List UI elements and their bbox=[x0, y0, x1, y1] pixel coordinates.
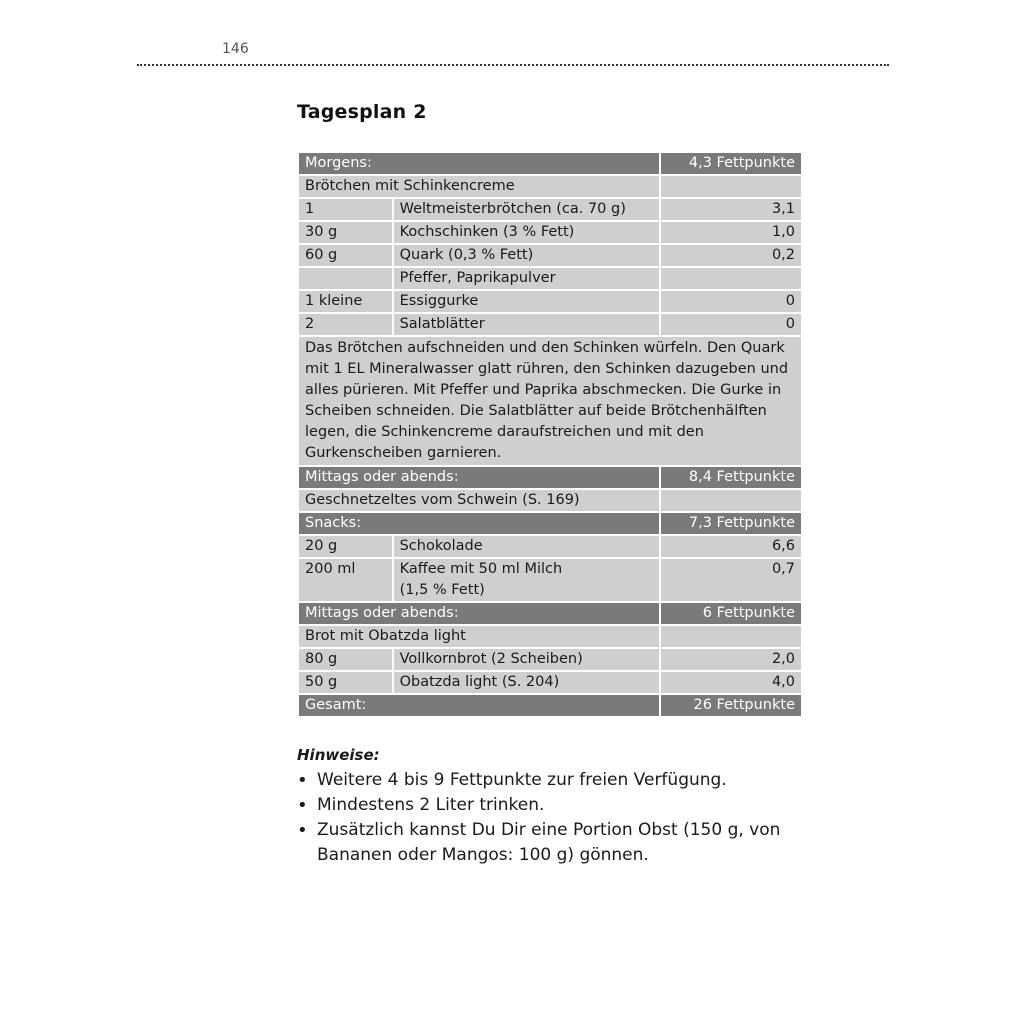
table-row bbox=[299, 649, 801, 670]
section-points: 6 Fettpunkte bbox=[661, 603, 801, 624]
empty-cell bbox=[661, 176, 801, 197]
section-label: Snacks: bbox=[299, 513, 659, 534]
ingredient-cell: Pfeffer, Paprikapulver bbox=[394, 268, 659, 289]
section-header-morgens bbox=[299, 153, 801, 174]
qty-cell: 1 bbox=[299, 199, 392, 220]
qty-cell: 60 g bbox=[299, 245, 392, 266]
points-cell: 1,0 bbox=[661, 222, 801, 243]
notes-list bbox=[297, 768, 817, 868]
ingredient-cell bbox=[394, 559, 659, 601]
list-item: • Weitere 4 bis 9 Fettpunkte zur freien Verfügung. bbox=[297, 768, 817, 793]
ingredient-cell: Weltmeisterbrötchen (ca. 70 g) bbox=[394, 199, 659, 220]
qty-cell: 200 ml bbox=[299, 559, 392, 601]
notes-section bbox=[297, 746, 817, 868]
ingredient-cell: Vollkornbrot (2 Scheiben) bbox=[394, 649, 659, 670]
total-row bbox=[299, 695, 801, 716]
meal-plan-table bbox=[297, 151, 803, 718]
ingredient-line-2: (1,5 % Fett) bbox=[399, 582, 485, 598]
points-cell bbox=[661, 268, 801, 289]
list-item: • Zusätzlich kannst Du Dir eine Portion Obst (150 g, von Bananen oder Mangos: 100 g) gönnen. bbox=[297, 818, 817, 868]
dish-row bbox=[299, 490, 801, 511]
preparation-instructions: Das Brötchen aufschneiden und den Schinken würfeln. Den Quark mit 1 EL Mineralwasser glatt rühren, den Schinken dazugeben und alles pürieren. Mit Pfeffer und Paprika abschmecken. Die Gurke in Scheiben schneiden. Die Salatblätter auf beide Brötchenhälften legen, die Schinkencreme daraufstreichen und mit den Gurkenscheiben garnieren. bbox=[299, 337, 801, 465]
total-points: 26 Fettpunkte bbox=[661, 695, 801, 716]
ingredient-cell: Salatblätter bbox=[394, 314, 659, 335]
total-label: Gesamt: bbox=[299, 695, 659, 716]
table-row bbox=[299, 314, 801, 335]
ingredient-cell: Essiggurke bbox=[394, 291, 659, 312]
list-item: • Mindestens 2 Liter trinken. bbox=[297, 793, 817, 818]
table-row bbox=[299, 222, 801, 243]
section-header-mittags-1 bbox=[299, 467, 801, 488]
section-header-mittags-2 bbox=[299, 603, 801, 624]
table-row bbox=[299, 245, 801, 266]
section-label: Mittags oder abends: bbox=[299, 603, 659, 624]
qty-cell: 80 g bbox=[299, 649, 392, 670]
points-cell: 3,1 bbox=[661, 199, 801, 220]
table-row bbox=[299, 672, 801, 693]
qty-cell: 2 bbox=[299, 314, 392, 335]
ingredient-cell: Kochschinken (3 % Fett) bbox=[394, 222, 659, 243]
qty-cell: 20 g bbox=[299, 536, 392, 557]
qty-cell: 30 g bbox=[299, 222, 392, 243]
section-points: 7,3 Fettpunkte bbox=[661, 513, 801, 534]
section-label: Morgens: bbox=[299, 153, 659, 174]
qty-cell bbox=[299, 268, 392, 289]
empty-cell bbox=[661, 490, 801, 511]
table-row bbox=[299, 199, 801, 220]
instructions-row bbox=[299, 337, 801, 465]
dish-row bbox=[299, 626, 801, 647]
ingredient-cell: Obatzda light (S. 204) bbox=[394, 672, 659, 693]
table-row bbox=[299, 268, 801, 289]
qty-cell: 1 kleine bbox=[299, 291, 392, 312]
section-points: 8,4 Fettpunkte bbox=[661, 467, 801, 488]
page-number: 146 bbox=[222, 41, 249, 57]
section-label: Mittags oder abends: bbox=[299, 467, 659, 488]
points-cell: 0 bbox=[661, 291, 801, 312]
header-rule bbox=[137, 64, 889, 66]
ingredient-cell: Quark (0,3 % Fett) bbox=[394, 245, 659, 266]
page-title: Tagesplan 2 bbox=[297, 101, 427, 123]
points-cell: 0 bbox=[661, 314, 801, 335]
notes-title: Hinweise: bbox=[297, 746, 380, 764]
empty-cell bbox=[661, 626, 801, 647]
table-row bbox=[299, 536, 801, 557]
points-cell: 2,0 bbox=[661, 649, 801, 670]
points-cell: 6,6 bbox=[661, 536, 801, 557]
table-row bbox=[299, 291, 801, 312]
ingredient-cell: Schokolade bbox=[394, 536, 659, 557]
table-row bbox=[299, 559, 801, 601]
section-points: 4,3 Fettpunkte bbox=[661, 153, 801, 174]
dish-name: Geschnetzeltes vom Schwein (S. 169) bbox=[299, 490, 659, 511]
dish-name: Brötchen mit Schinkencreme bbox=[299, 176, 659, 197]
points-cell: 0,7 bbox=[661, 559, 801, 601]
qty-cell: 50 g bbox=[299, 672, 392, 693]
points-cell: 0,2 bbox=[661, 245, 801, 266]
ingredient-line-1: Kaffee mit 50 ml Milch bbox=[399, 561, 563, 577]
section-header-snacks bbox=[299, 513, 801, 534]
dish-row bbox=[299, 176, 801, 197]
points-cell: 4,0 bbox=[661, 672, 801, 693]
dish-name: Brot mit Obatzda light bbox=[299, 626, 659, 647]
